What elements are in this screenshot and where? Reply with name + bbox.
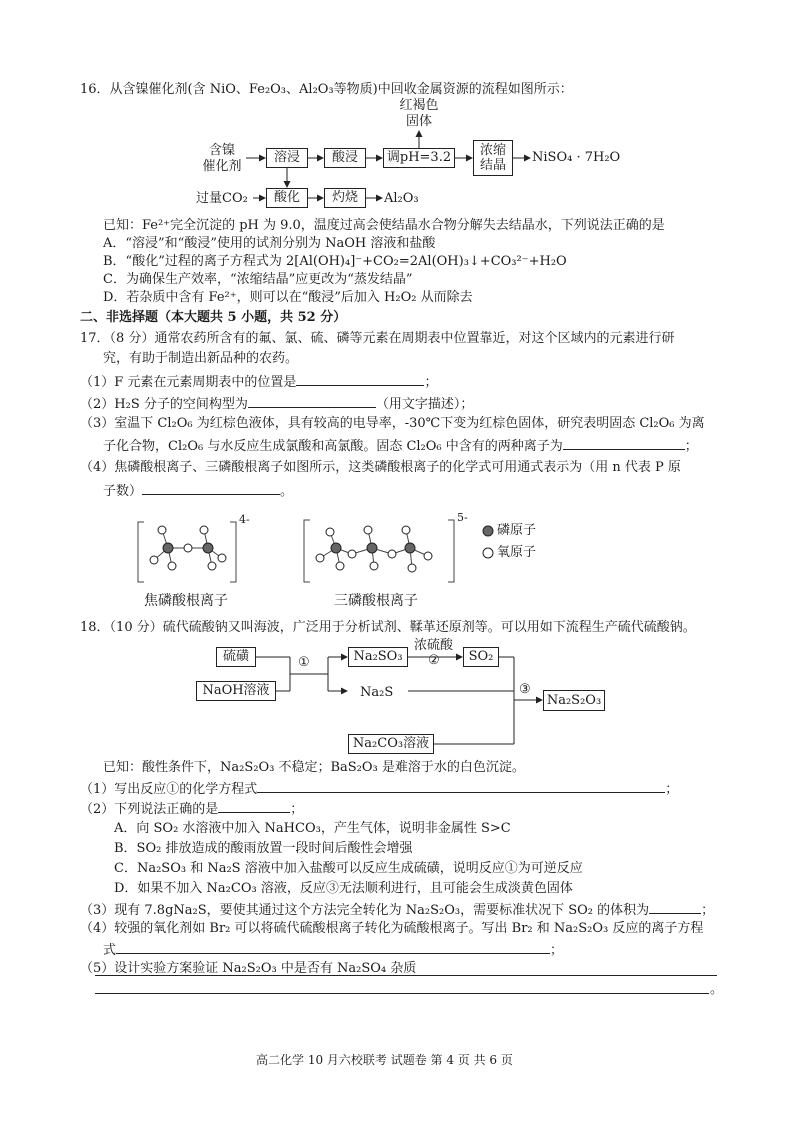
q17-part4-text: 子数） xyxy=(103,484,143,499)
q18-option-c: C．Na₂SO₃ 和 Na₂S 溶液中加入盐酸可以反应生成硫磺，说明反应①为可逆反应 xyxy=(114,861,583,876)
q18-stem: 18．（10 分）硫代硫酸钠又叫海波，广泛用于分析试剂、鞣革还原剂等。可以用如下流程生产硫代硫酸钠。 xyxy=(80,620,696,635)
q18-part1-end: ； xyxy=(665,782,679,797)
q18-part5-blank-1[interactable] xyxy=(95,975,717,976)
q18-h2so4: 浓硫酸 xyxy=(414,638,454,653)
q17-part2-end: （用文字描述）； xyxy=(375,397,474,412)
q17-part3-line1: （3）室温下 Cl₂O₆ 为红棕色液体，具有较高的电导率，-30℃下变为红棕色固体，研究表明固态 Cl₂O₆ 为离 xyxy=(80,416,705,431)
q16-al2o3: Al₂O₃ xyxy=(384,191,419,206)
q17-part3-text: 子化合物，Cl₂O₆ 与水反应生成氯酸和高氯酸。固态 Cl₂O₆ 中含有的两种离子为 xyxy=(103,439,563,454)
q18-part2 xyxy=(80,800,303,818)
q16-side-product: 红褐色 固体 xyxy=(399,98,439,129)
section-heading: 二、非选择题（本大题共 5 小题，共 52 分） xyxy=(80,310,347,325)
q16-box-acid-leach: 酸浸 xyxy=(324,148,366,168)
q18-option-a: A．向 SO₂ 水溶液中加入 NaHCO₃，产生气体，说明非金属性 S>C xyxy=(114,821,511,836)
q18-part4-blank[interactable] xyxy=(116,941,550,954)
q16-feed: 含镍 催化剂 xyxy=(202,143,242,174)
q16-known: 已知：Fe²⁺完全沉淀的 pH 为 9.0，温度过高会使结晶水合物分解失去结晶水，下列说法正确的是 xyxy=(103,218,665,233)
q18-part2-end: ； xyxy=(290,802,304,817)
q18-box-na2so3: Na₂SO₃ xyxy=(348,647,408,667)
q16-option-b: B．“酸化”过程的离子方程式为 2[Al(OH)₄]⁻+CO₂=2Al(OH)₃↓+CO₃²⁻+H₂O xyxy=(103,254,567,269)
q18-part5: （5）设计实验方案验证 Na₂S₂O₃ 中是否有 Na₂SO₄ 杂质 xyxy=(80,961,417,976)
q18-box-product: Na₂S₂O₃ xyxy=(543,690,605,711)
q18-part2-text: （2）下列说法正确的是 xyxy=(80,802,219,817)
q18-step3: ③ xyxy=(519,682,531,697)
q18-part4-text: 式 xyxy=(103,943,117,958)
q17-part4-line1: （4）焦磷酸根离子、三磷酸根离子如图所示，这类磷酸根离子的化学式可用通式表示为（用 n 代表 P 原 xyxy=(80,460,681,475)
q18-box-na2co3: Na₂CO₃溶液 xyxy=(348,734,434,754)
q16-option-a: A．“溶浸”和“酸浸”使用的试剂分别为 NaOH 溶液和盐酸 xyxy=(103,236,436,251)
q18-part1 xyxy=(80,780,678,798)
q17-part2-text: （2）H₂S 分子的空间构型为 xyxy=(80,397,248,412)
q16-box-adjust-ph: 调pH=3.2 xyxy=(383,148,455,168)
q18-part3-blank[interactable] xyxy=(649,901,701,914)
q18-part5-end: 。 xyxy=(710,982,724,997)
q18-part4-end: ； xyxy=(550,943,564,958)
q18-part2-blank[interactable] xyxy=(218,800,290,813)
q18-box-sulfur: 硫磺 xyxy=(216,647,256,667)
q17-legend-phosphorus: 磷原子 xyxy=(497,523,537,538)
q17-part3-end: ； xyxy=(684,439,698,454)
q18-step2: ② xyxy=(428,653,440,668)
q17-part4-end: 。 xyxy=(280,484,294,499)
q17-legend-oxygen: 氧原子 xyxy=(497,545,537,560)
q18-option-b: B．SO₂ 排放造成的酸雨放置一段时间后酸性会增强 xyxy=(114,841,413,856)
q16-option-c: C．为确保生产效率，“浓缩结晶”应更改为“蒸发结晶” xyxy=(103,272,413,287)
q16-box-acidify: 酸化 xyxy=(266,188,308,208)
q18-box-so2: SO₂ xyxy=(463,647,499,667)
q18-part1-text: （1）写出反应①的化学方程式 xyxy=(80,782,258,797)
q16-co2: 过量CO₂ xyxy=(196,191,248,206)
q18-part4-line1: （4）较强的氧化剂如 Br₂ 可以将硫代硫酸根离子转化为硫酸根离子。写出 Br₂ 和 Na₂S₂O₃ 反应的离子方程 xyxy=(80,921,704,936)
q17-charge-2: 5- xyxy=(457,511,468,524)
q17-caption-tri: 三磷酸根离子 xyxy=(334,593,418,609)
q16-box-concentrate: 浓缩 结晶 xyxy=(473,140,513,176)
q17-part1-text: （1）F 元素在元素周期表中的位置是 xyxy=(80,375,297,390)
page-footer: 高二化学 10 月六校联考 试题卷 第 4 页 共 6 页 xyxy=(256,1053,513,1067)
q16-option-d: D．若杂质中含有 Fe²⁺，则可以在“酸浸”后加入 H₂O₂ 从而除去 xyxy=(103,290,473,305)
q18-part3 xyxy=(80,901,714,919)
q17-stem-2: 究，有助于制造出新品种的农药。 xyxy=(103,351,299,366)
q16-box-dissolve: 溶浸 xyxy=(266,148,308,168)
q18-part3-text: （3）现有 7.8gNa₂S，要使其通过这个方法完全转化为 Na₂S₂O₃，需要标准状况下 SO₂ 的体积为 xyxy=(80,903,650,918)
q17-charge-1: 4- xyxy=(239,513,250,526)
q18-part3-end: ； xyxy=(701,903,715,918)
q16-stem: 16．从含镍催化剂(含 NiO、Fe₂O₃、Al₂O₃等物质)中回收金属资源的流程如图所示： xyxy=(80,82,573,97)
q16-box-calcine: 灼烧 xyxy=(324,188,366,208)
q18-na2s: Na₂S xyxy=(360,685,394,700)
q18-known: 已知：酸性条件下，Na₂S₂O₃ 不稳定；BaS₂O₃ 是难溶于水的白色沉淀。 xyxy=(103,760,525,775)
q18-part1-blank[interactable] xyxy=(257,780,665,793)
q18-option-d: D．如果不加入 Na₂CO₃ 溶液，反应③无法顺利进行，且可能会生成淡黄色固体 xyxy=(114,881,573,896)
q17-caption-pyro: 焦磷酸根离子 xyxy=(144,593,228,609)
q17-stem-1: 17．（8 分）通常农药所含有的氟、氯、硫、磷等元素在周期表中位置靠近，对这个区域内的元素进行研 xyxy=(80,331,675,346)
q16-product: NiSO₄ · 7H₂O xyxy=(532,150,621,165)
q18-step1: ① xyxy=(298,655,310,670)
q17-part1-end: ； xyxy=(424,375,438,390)
q18-box-naoh: NaOH溶液 xyxy=(196,681,276,701)
q18-part4-line2 xyxy=(103,941,563,959)
q18-part5-blank-2[interactable] xyxy=(95,993,709,994)
